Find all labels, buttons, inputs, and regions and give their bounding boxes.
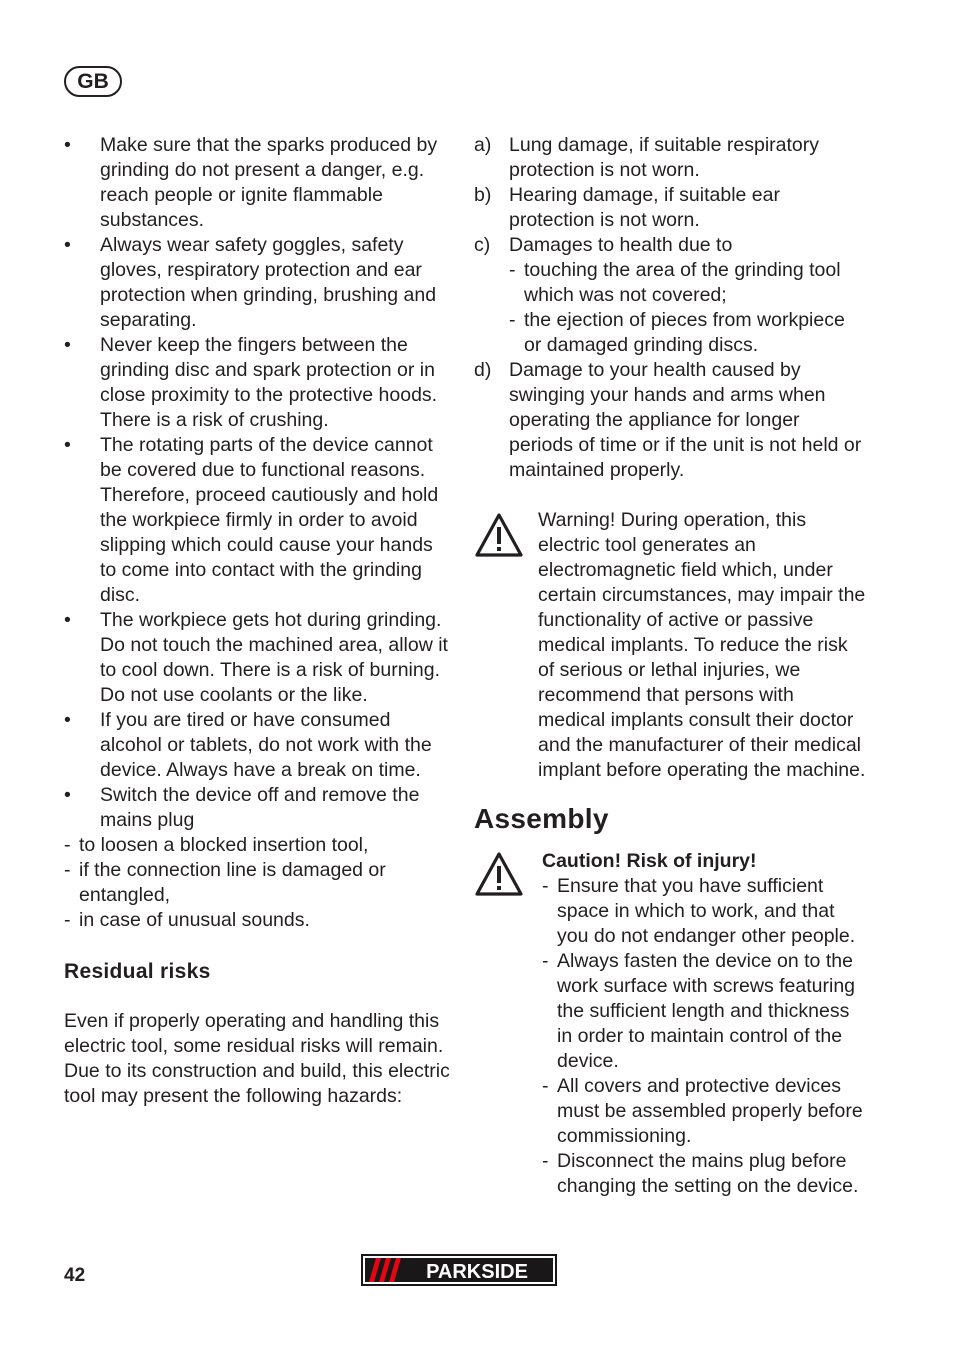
caution-title: Caution! Risk of injury! — [542, 850, 757, 872]
list-item: • The rotating parts of the device cannot be covered due to functional reasons. Therefore, proceed cautiously and hold the workpiece firmly in order to avoid slipping which could cause your hands to come into contact with the grinding disc. — [64, 433, 450, 608]
item-label: a) — [474, 134, 492, 156]
item-text: Lung damage, if suitable respiratory protection is not worn. — [509, 134, 820, 181]
list-item: - touching the area of the grinding tool which was not covered; — [509, 258, 866, 308]
warning-text: Warning! During operation, this electric tool generates an electromagnetic field which, under certain circumstances, may impair the functionality of active or passive medical implants. To reduce the risk of serious or lethal injuries, we recommend that persons with medical implants consult their doctor and the manufacturer of their medical implant before operating the machine. — [538, 509, 866, 781]
list-item: - Ensure that you have sufficient space in which to work, and that you do not endanger other people. — [542, 874, 866, 949]
list-item — [474, 233, 866, 358]
list-item: - Always fasten the device on to the work surface with screws featuring the sufficient length and thickness in order to maintain control of the device. — [542, 949, 866, 1074]
residual-risks-heading: Residual risks — [64, 960, 211, 983]
list-item: - All covers and protective devices must be assembled properly before commissioning. — [542, 1074, 866, 1149]
list-item — [474, 358, 866, 483]
warning-triangle-icon — [474, 851, 524, 897]
list-item: • Switch the device off and remove the mains plug — [64, 783, 450, 833]
residual-risks-text: Even if properly operating and handling this electric tool, some residual risks will remain. Due to its construction and build, this electric tool may present the following hazards: — [64, 1010, 450, 1107]
safety-bullet-list — [64, 133, 450, 833]
list-item: • If you are tired or have consumed alcohol or tablets, do not work with the device. Always have a break on time. — [64, 708, 450, 783]
right-column — [474, 133, 866, 1199]
page-number: 42 — [64, 1265, 86, 1286]
hazard-c-sub-list — [509, 258, 866, 358]
assembly-heading: Assembly — [474, 803, 609, 834]
parkside-logo — [361, 1254, 557, 1286]
item-text: Damage to your health caused by swinging your hands and arms when operating the appliance for longer periods of time or if the unit is not held or maintained properly. — [509, 359, 862, 481]
item-text: Damages to health due to — [509, 234, 733, 256]
list-item: - in case of unusual sounds. — [64, 908, 450, 933]
caution-list — [542, 874, 866, 1199]
list-item: - to loosen a blocked insertion tool, — [64, 833, 450, 858]
list-item: • The workpiece gets hot during grinding. Do not touch the machined area, allow it to cool down. There is a risk of burning. Do not use coolants or the like. — [64, 608, 450, 708]
plug-sub-list — [64, 833, 450, 933]
item-text: Hearing damage, if suitable ear protection is not worn. — [509, 184, 780, 231]
hazard-list — [474, 133, 866, 483]
list-item: - if the connection line is damaged or entangled, — [64, 858, 450, 908]
warning-notice — [474, 508, 866, 783]
language-badge: GB — [64, 66, 122, 97]
list-item: - the ejection of pieces from workpiece or damaged grinding discs. — [509, 308, 866, 358]
caution-notice — [474, 849, 866, 1199]
list-item — [474, 183, 866, 233]
list-item: • Always wear safety goggles, safety gloves, respiratory protection and ear protection when grinding, brushing and separating. — [64, 233, 450, 333]
logo-wordmark: PARKSIDE — [426, 1261, 528, 1283]
left-column — [64, 133, 450, 1109]
item-label: b) — [474, 184, 492, 206]
list-item: - Disconnect the mains plug before changing the setting on the device. — [542, 1149, 866, 1199]
list-item: • Make sure that the sparks produced by grinding do not present a danger, e.g. reach people or ignite flammable substances. — [64, 133, 450, 233]
list-item: • Never keep the fingers between the grinding disc and spark protection or in close proximity to the protective hoods. There is a risk of crushing. — [64, 333, 450, 433]
warning-triangle-icon — [474, 512, 524, 558]
item-label: d) — [474, 359, 492, 381]
item-label: c) — [474, 234, 491, 256]
list-item — [474, 133, 866, 183]
